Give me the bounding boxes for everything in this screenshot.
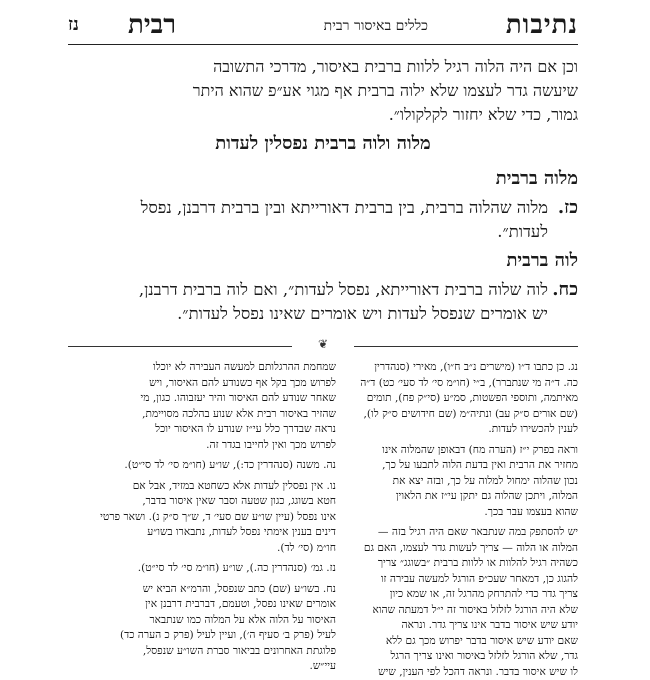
intro-line: גמור, כדי שלא יחזור לקלקולו״. bbox=[68, 103, 578, 127]
intro-line: וכן אם היה הלוה רגיל ללוות ברבית באיסור, מדרכי התשובה bbox=[68, 55, 578, 79]
paragraph-28 bbox=[68, 278, 578, 326]
footnote-line: המלוה, ויתכן שהלוה גם יתקן עי״ז את הלאוין bbox=[310, 489, 578, 505]
footnote-line: מאיתמה, ותוספי הפשטות, סמ״ע (סי״ק פח), תומים bbox=[310, 391, 578, 407]
footnote-line: דינים בענין אימתי נפסל לעדות, נתבארו בשו״ע bbox=[68, 525, 336, 541]
intro-line: שיעשה גדר לעצמו שלא ילוה ברבית אף מגוי אע״פ שהוא היתר bbox=[68, 79, 578, 103]
paragraph-number: כז. bbox=[558, 196, 578, 220]
divider-rule bbox=[68, 346, 292, 347]
paragraph-text bbox=[68, 278, 548, 326]
footnotes-right-column bbox=[310, 360, 578, 680]
footnote-line: לעיל (פרק ב׳ סעיף ה׳), ועיין לעיל (פרק כ הערה כד) bbox=[68, 628, 336, 644]
footnote-line: שהזיר באיסור רבית אלא שנוע בהלכה מסויימת, bbox=[68, 407, 336, 423]
subhead-loveh: לוה ברבית bbox=[506, 250, 578, 271]
footnote-line: שאם יודע שיש איסור בדבר יפרוש מכך גם ללא bbox=[310, 634, 578, 650]
footnote-line: אינו נפסל (עיין שו״ע שם סעי׳ ד, ש״ך ס״ק נ). ושאר פרטי bbox=[68, 510, 336, 526]
paragraph-27 bbox=[68, 196, 578, 244]
divider-rule bbox=[354, 346, 578, 347]
section-title: מלוה ולוה ברבית נפסלין לעדות bbox=[68, 133, 578, 154]
footnote-line: אומרים שאינו נפסל, וטעמם, דברבית דרבנן אין bbox=[68, 597, 336, 613]
footnote-line: יודע שיש איסור בדבר אינו צריך גדר. ונראה bbox=[310, 618, 578, 634]
footnotes-left-column bbox=[68, 360, 336, 675]
footnote-line: נג. כן כתבו ד״ו (מישרים נ״ב ח״ו), מאירי (סנהדרין bbox=[310, 360, 578, 376]
subhead-malveh: מלוה ברבית bbox=[496, 168, 578, 189]
paragraph-line: לוה שלוה ברבית דאורייתא, נפסל לעדות״, ואם לוה ברבית דרבנן, bbox=[68, 278, 548, 302]
footnote-line: נה. משנה (סנהדרין כד:), שו״ע (חו״מ סי׳ לד סי״ט). bbox=[68, 458, 336, 474]
footnote-line: חטא בשוגג, כגון שטעה וסבר שאין איסור בדבר, bbox=[68, 494, 336, 510]
footnote-line: נח. בשו״ע (שם) כתב שנפסל, והרמ״א הביא יש bbox=[68, 582, 336, 598]
footnote-line: המלוה או הלוה — צריך לעשות גדר לעצמו, האם גם bbox=[310, 541, 578, 557]
paragraph-line: מלוה שהלוה ברבית, בין ברבית דאורייתא ובין ברבית דרבנן, נפסל bbox=[68, 196, 548, 220]
paragraph-text bbox=[68, 196, 548, 244]
footnote-line: גדר, שלא הורגל לזלזל באיסור ואינו צריך הרגל bbox=[310, 649, 578, 665]
footnote-line: לו שיש איסור בדבר. ונראה דהכל לפי הענין, שיש bbox=[310, 665, 578, 680]
footnote-line: לפרוש מכך ואין לחייבו בגדר זה. bbox=[68, 438, 336, 454]
page-number: נז bbox=[68, 14, 79, 35]
paragraph-line: לעדות״. bbox=[68, 220, 548, 244]
footnote-line: כשהיה רגיל להלוות או ללוות ברבית ״בשוגג״ צריך bbox=[310, 556, 578, 572]
paragraph-number: כח. bbox=[552, 278, 578, 302]
footnote-line: נז. גמ׳ (סנהדרין כה.), שו״ע (חו״מ סי׳ לד סי״ט). bbox=[68, 561, 336, 577]
footnote-line: שלא היה הורגל לזלזל באיסור זה י״ל דמעתה שהוא bbox=[310, 603, 578, 619]
book-title: נתיבות bbox=[506, 10, 578, 40]
footnote-line: כה. ד״ה מי שנתברר), ב״י (חו״מ סי׳ לד סעי׳ כט) ד״ה bbox=[310, 376, 578, 392]
footnote-line: (שם אורים ס״ק עב) ונתיה״מ (שם חידושים ס״ק לו), bbox=[310, 407, 578, 423]
footnote-line: יש להסתפק במה שנתבאר שאם היה רגיל בזה — bbox=[310, 525, 578, 541]
footnote-line: האיסור על הלוה אלא על המלוה כמו שנתבאר bbox=[68, 613, 336, 629]
footnote-line: נכון שהלוה ימחול למלוה על כך, ובזה יצא את bbox=[310, 474, 578, 490]
footnote-line: וראה בפרק י״ז (הערה מח) דבאופן שהמלוה אינו bbox=[310, 443, 578, 459]
chapter-subtitle: כללים באיסור רבית bbox=[324, 18, 428, 35]
footnote-line: שאחר שנודע להם האיסור והיר יעזבוהו. כגון, מי bbox=[68, 391, 336, 407]
footnote-line: מחזיר את הרבית ואין בדעת הלוה לתבעו על כך, bbox=[310, 458, 578, 474]
footnote-divider bbox=[68, 340, 578, 352]
running-header bbox=[68, 10, 578, 45]
intro-paragraph bbox=[68, 55, 578, 127]
footnote-line: נראה שבדרך כלל עי״ז שנודע לו האיסור יוכל bbox=[68, 422, 336, 438]
footnote-line: שהוא בעצמו עבר בכך. bbox=[310, 505, 578, 521]
footnote-line: לפרוש מכך בקל אף כשנודע להם האיסור, ויש bbox=[68, 376, 336, 392]
footnote-line: עיי״ש. bbox=[68, 659, 336, 675]
paragraph-line: יש אומרים שנפסל לעדות ויש אומרים שאינו נפסל לעדות״. bbox=[68, 302, 548, 326]
footnote-line: חו״מ (סי׳ לד). bbox=[68, 541, 336, 557]
footnote-line: צריך גדר כדי להתרחק מהרגל זה, או שמא כיון bbox=[310, 587, 578, 603]
ornament-icon: ❦ bbox=[318, 337, 328, 351]
topic-title: רבית bbox=[128, 10, 176, 40]
footnote-line: לענין להכשירו לעדות. bbox=[310, 422, 578, 438]
footnote-line: פלוגתת האחרונים בביאור סברת השו״ע שנפסל, bbox=[68, 644, 336, 660]
footnote-line: להגוג כן, דמאחר שעכ״פ הורגל למעשה עבירה זו bbox=[310, 572, 578, 588]
footnote-line: שמחמת ההרגלותם למעשה העבירה לא יוכלו bbox=[68, 360, 336, 376]
footnote-line: נו. אין נפסלין לעדות אלא כשחטא במזיד, אבל אם bbox=[68, 479, 336, 495]
